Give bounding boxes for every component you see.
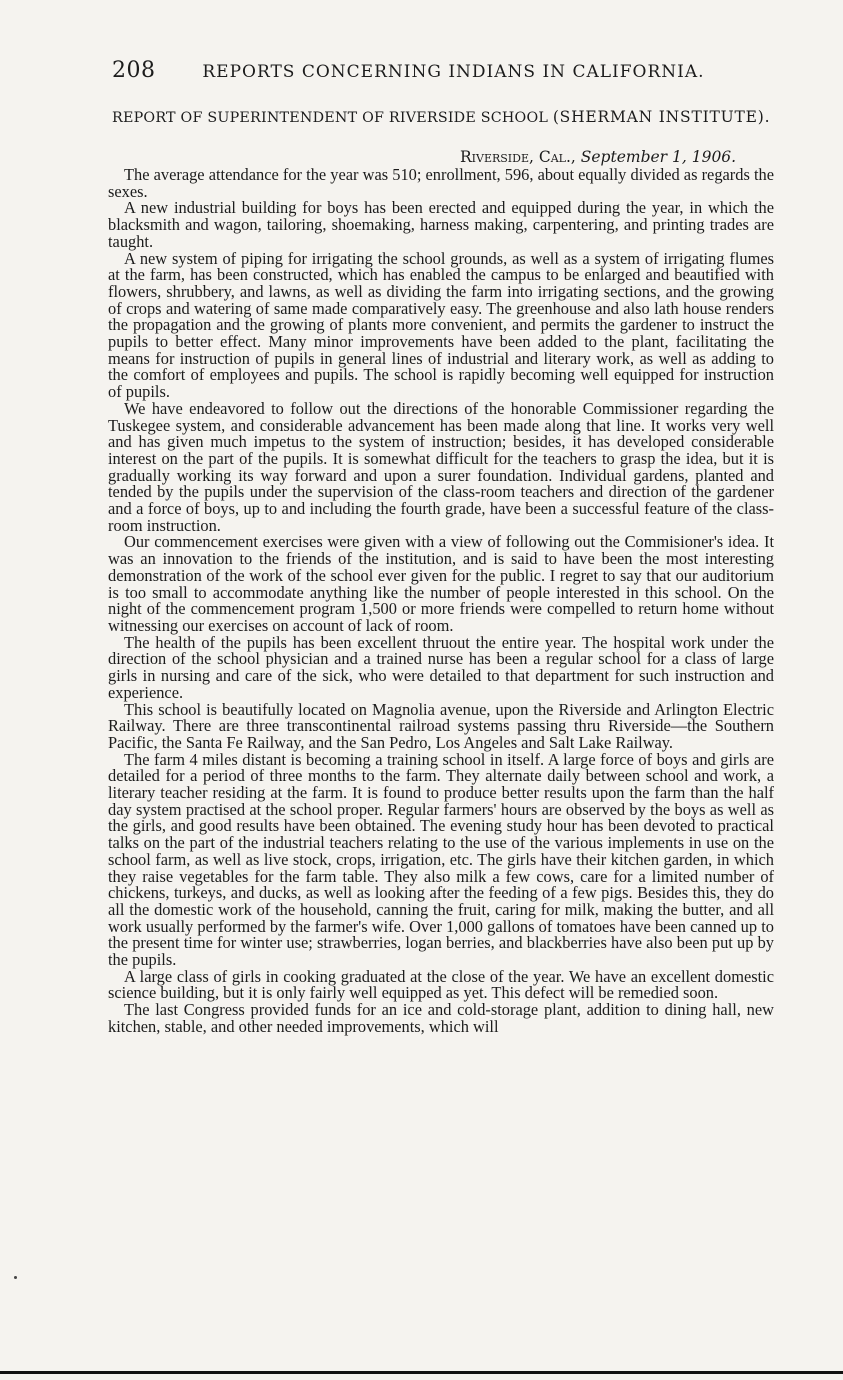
running-title: REPORTS CONCERNING INDIANS IN CALIFORNIA. [202, 62, 705, 82]
report-title [112, 108, 782, 126]
paragraph-congress-funds: The last Congress provided funds for an ice and cold-storage plant, addition to dining hall, new kitchen, stable, and other needed improvements, which will [108, 1000, 774, 1036]
report-title-main: REPORT OF SUPERINTENDENT OF RIVERSIDE SCHOOL [112, 110, 549, 126]
page-number: 208 [112, 58, 156, 83]
dateline-date: September 1, 1906. [580, 148, 737, 166]
paragraph-attendance: The average attendance for the year was 510; enrollment, 596, about equally divided as regards the sexes. [108, 165, 774, 201]
scan-speck [14, 1276, 17, 1279]
dateline [460, 148, 770, 166]
scan-bottom-edge [0, 1371, 843, 1374]
running-header [112, 58, 772, 83]
report-title-paren: (SHERMAN INSTITUTE). [552, 108, 771, 126]
paragraph-industrial-building: A new industrial building for boys has been erected and equipped during the year, in which the blacksmith and wagon, tailoring, shoemaking, harness making, carpentering, and printing trades are taught. [108, 198, 774, 251]
paragraph-health: The health of the pupils has been excellent thruout the entire year. The hospital work under the direction of the school physician and a trained nurse has been a regular school for a class of large girls in nursing and care of the sick, who were detailed to that department for such instruction and experience. [108, 632, 774, 702]
paragraph-irrigation: A new system of piping for irrigating the school grounds, as well as a system of irrigating flumes at the farm, has been constructed, which has enabled the campus to be enlarged and beautified with flowers, shrubbery, and lawns, as well as dividing the farm into irrigating sections, and the growing of crops and watering of same made comparatively easy. The greenhouse and also lath house renders the propagation and the growing of plants more convenient, and permits the gardener to instruct the pupils to better effect. Many minor improvements have been added to the plant, facilitating the means for instruction of pupils in general lines of industrial and literary work, as well as adding to the comfort of employees and pupils. The school is rapidly becoming well equipped for instruction of pupils. [108, 248, 774, 402]
report-body [108, 167, 774, 1036]
paragraph-cooking-class: A large class of girls in cooking graduated at the close of the year. We have an excellent domestic science building, but it is only fairly well equipped as yet. This defect will be remedied soon. [108, 966, 774, 1003]
dateline-place: Riverside, Cal., [460, 148, 576, 166]
paragraph-farm: The farm 4 miles distant is becoming a training school in itself. A large force of boys and girls are detailed for a period of three months to the farm. They alternate daily between school and work, a literary teacher residing at the farm. It is found to produce better results upon the farm than the half day system practised at the school proper. Regular farmers' hours are observed by the boys as well as the girls, and good results have been obtained. The evening study hour has been devoted to practical talks on the part of the industrial teachers relating to the use of the various implements in use on the school farm, as well as live stock, crops, irrigation, etc. The girls have their kitchen garden, in which they raise vegetables for the farm table. They also milk a few cows, care for a limited number of chickens, turkeys, and ducks, as well as looking after the feeding of a few pigs. Besides this, they do all the domestic work of the household, canning the fruit, caring for milk, making the butter, and all work usually performed by the farmer's wife. Over 1,000 gallons of tomatoes have been canned up to the present time for winter use; strawberries, logan berries, and blackberries have also been put up by the pupils. [108, 749, 774, 970]
paragraph-tuskegee-system: We have endeavored to follow out the directions of the honorable Commissioner regarding the Tuskegee system, and considerable advancement has been made along that line. It works very well and has given much impetus to the system of instruction; besides, it has developed considerable interest on the part of the pupils. It is somewhat difficult for the teachers to grasp the idea, but it is gradually working its way forward and upon a surer foundation. Individual gardens, planted and tended by the pupils under the supervision of the class-room teachers and direction of the gardener and a force of boys, up to and including the fourth grade, have been a successful feature of the class-room instruction. [108, 398, 774, 535]
paragraph-location: This school is beautifully located on Magnolia avenue, upon the Riverside and Arlington Electric Railway. There are three transcontinental railroad systems passing thru Riverside—the Southern Pacific, the Santa Fe Railway, and the San Pedro, Los Angeles and Salt Lake Railway. [108, 699, 774, 752]
paragraph-commencement: Our commencement exercises were given with a view of following out the Commisioner's idea. It was an innovation to the friends of the institution, and is said to have been the most interesting demonstration of the work of the school ever given for the public. I regret to say that our auditorium is too small to accommodate anything like the number of people interested in this school. On the night of the commencement program 1,500 or more friends were compelled to return home without witnessing our exercises on account of lack of room. [108, 532, 774, 635]
